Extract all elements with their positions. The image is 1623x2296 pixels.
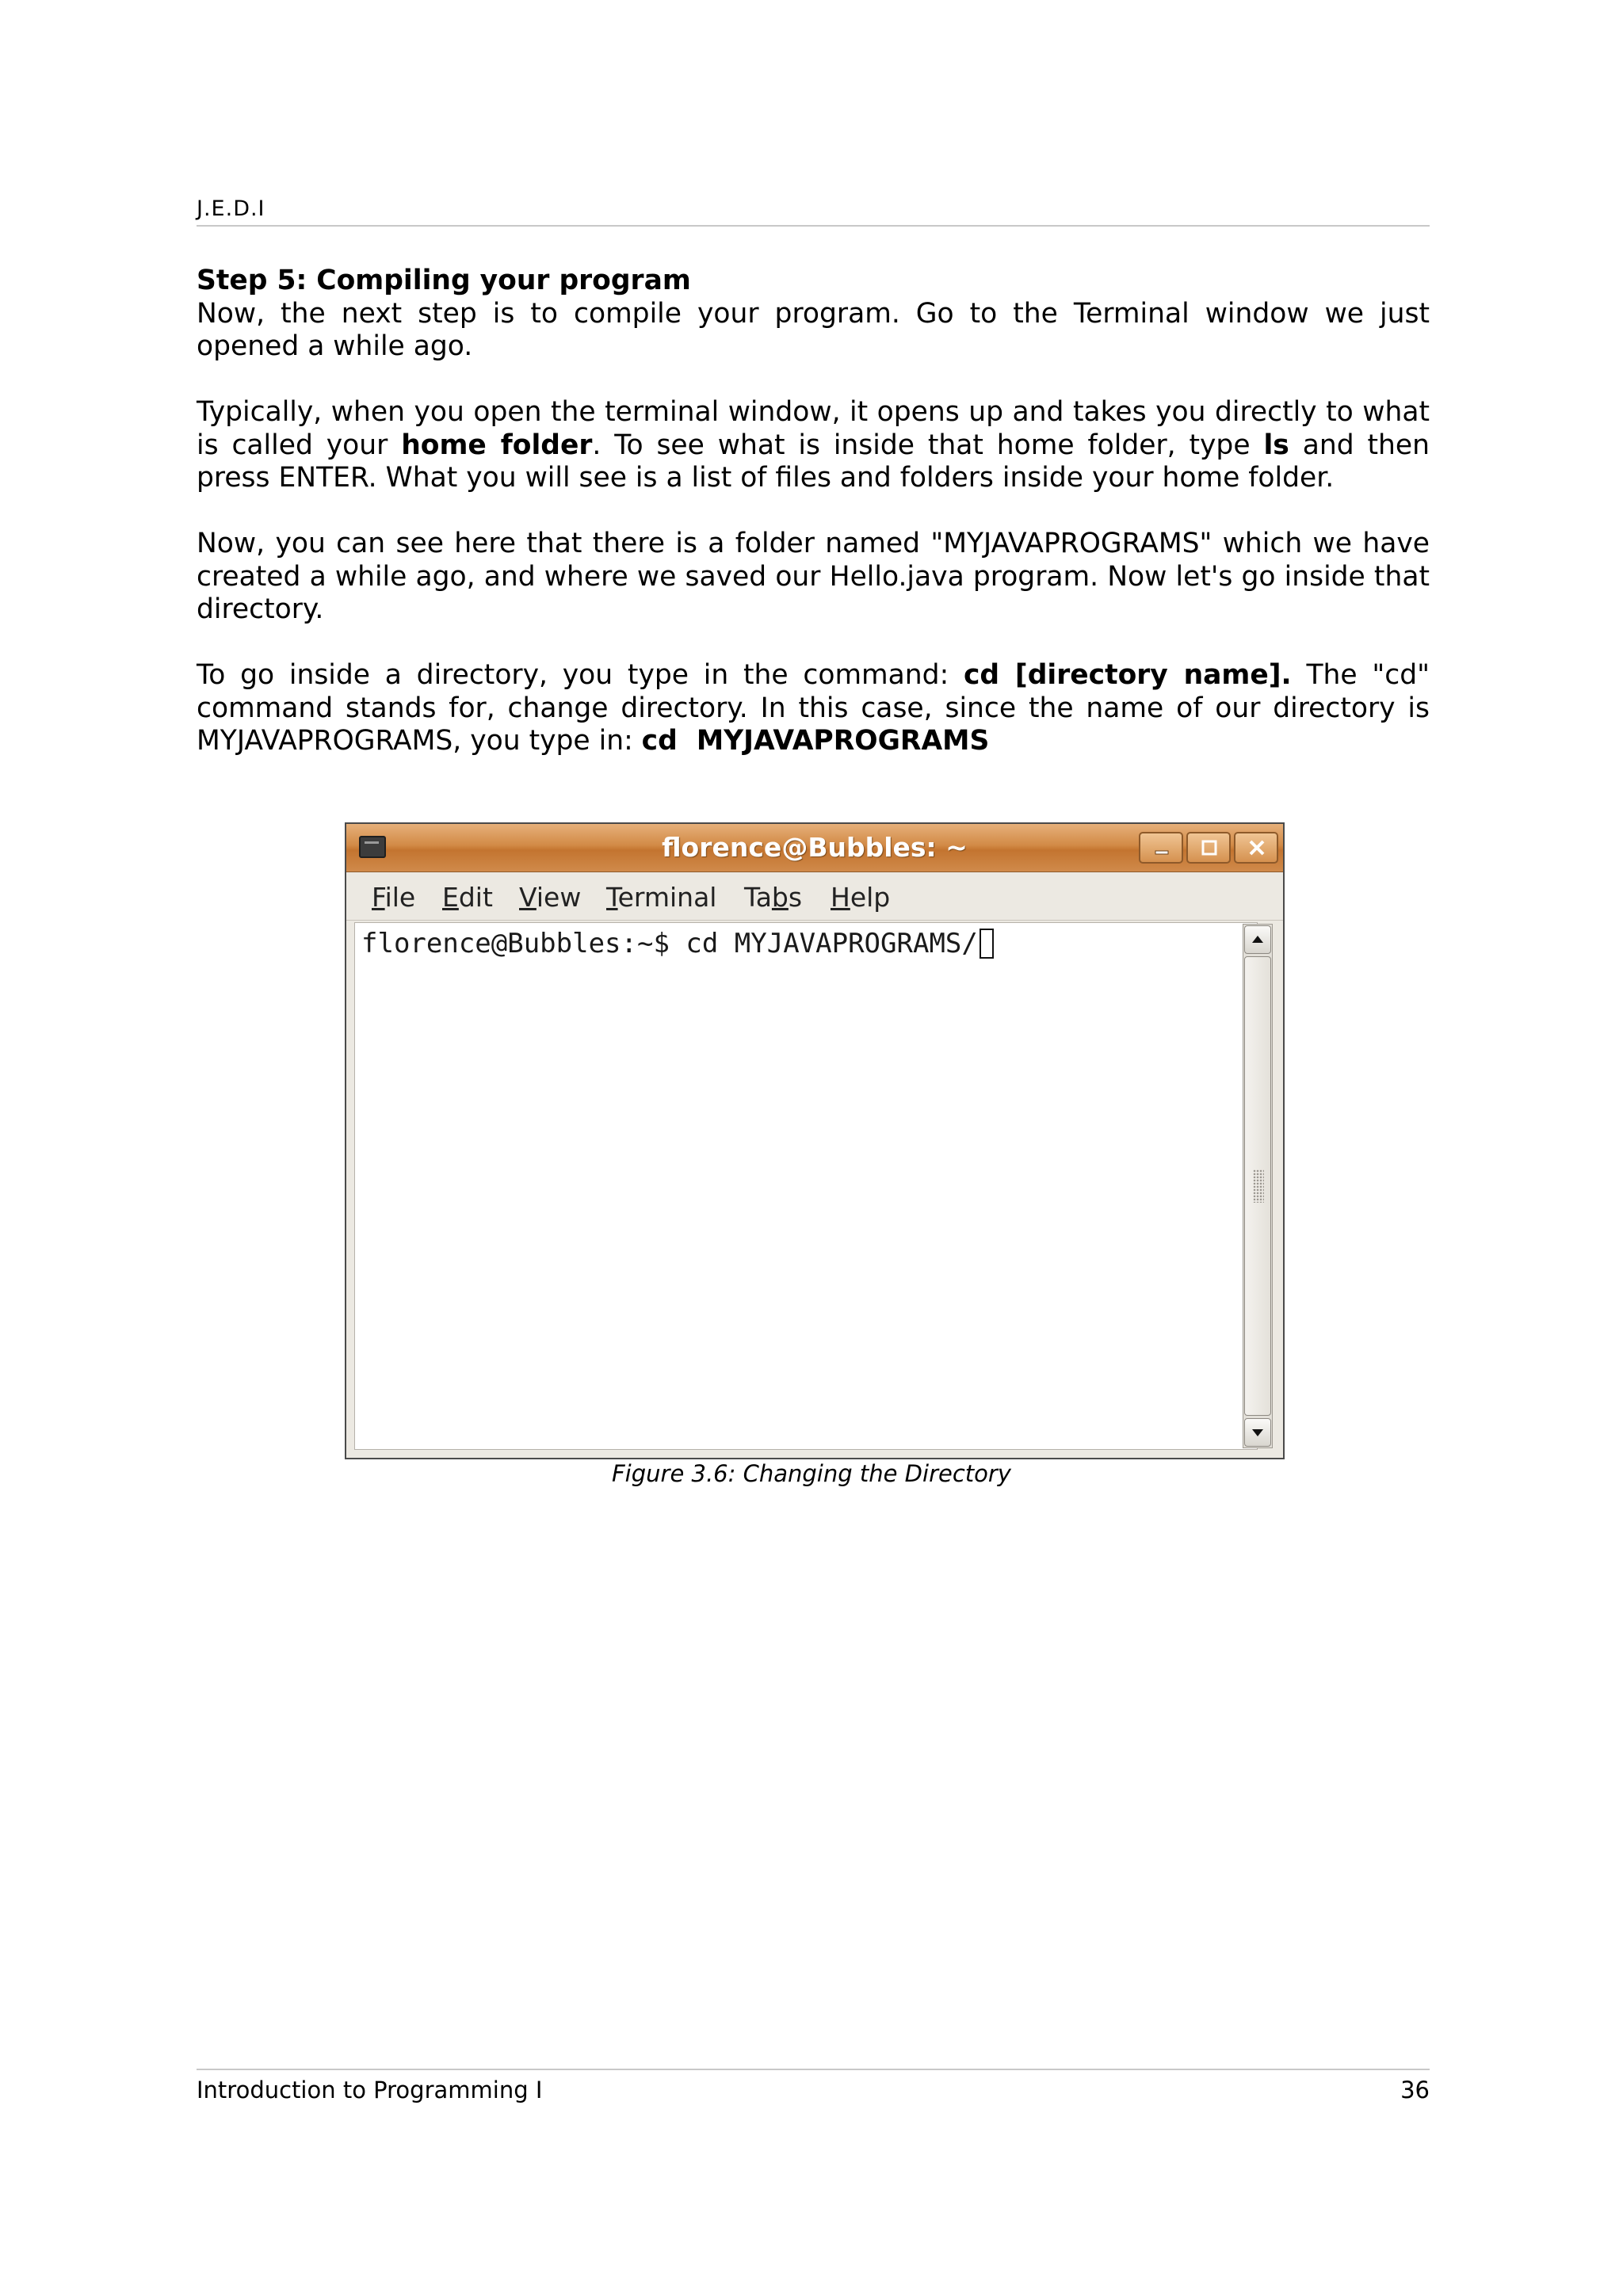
- home-folder-term: home folder: [401, 429, 593, 461]
- running-header: J.E.D.I: [197, 196, 265, 221]
- ls-command: ls: [1263, 429, 1289, 461]
- figure-caption: Figure 3.6: Changing the Directory: [612, 1460, 1011, 1487]
- scroll-down-arrow-icon: [1245, 1419, 1270, 1446]
- minimize-icon: [1151, 839, 1172, 858]
- menu-file[interactable]: File: [372, 882, 416, 913]
- paragraph-2: Typically, when you open the terminal window, it opens up and takes you directly to what is called your home folder. To see what is inside that home folder, type ls and then press ENTER. What you will see is a list of files and folders inside your home folder.: [197, 396, 1430, 494]
- footer-rule: [197, 2069, 1430, 2070]
- maximize-button[interactable]: [1186, 832, 1231, 864]
- cd-syntax: cd [directory name].: [963, 659, 1292, 691]
- menu-help[interactable]: Help: [831, 882, 891, 913]
- scroll-down-button[interactable]: [1244, 1418, 1271, 1447]
- menu-tabs[interactable]: Tabs: [744, 882, 803, 913]
- vertical-scrollbar[interactable]: [1243, 924, 1273, 1448]
- body-text: [197, 265, 1430, 758]
- close-button[interactable]: [1234, 832, 1278, 864]
- paragraph-4: To go inside a directory, you type in the command: cd [directory name]. The "cd" command stands for, change directory. In this case, since the name of our directory is MYJAVAPROGRAMS, you type in: cd MYJAVAPROGRAMS: [197, 659, 1430, 757]
- menu-edit[interactable]: Edit: [442, 882, 493, 913]
- scrollbar-thumb[interactable]: [1244, 956, 1271, 1416]
- page-number: 36: [1400, 2077, 1430, 2103]
- close-icon: [1247, 839, 1267, 858]
- scroll-up-button[interactable]: [1244, 925, 1271, 954]
- paragraph-3: Now, you can see here that there is a folder named "MYJAVAPROGRAMS" which we have created a while ago, and where we saved our Hello.java program. Now let's go inside that directory.: [197, 528, 1430, 625]
- minimize-button[interactable]: [1139, 832, 1183, 864]
- terminal-screen[interactable]: [354, 922, 1258, 1450]
- header-rule: [197, 225, 1430, 227]
- maximize-icon: [1199, 839, 1220, 858]
- section-heading: Step 5: Compiling your program: [197, 265, 691, 296]
- paragraph-1: Now, the next step is to compile your program. Go to the Terminal window we just opened a while ago.: [197, 297, 1430, 362]
- prompt-line: florence@Bubbles:~$ cd MYJAVAPROGRAMS/: [361, 928, 994, 959]
- cd-example: cd MYJAVAPROGRAMS: [641, 725, 990, 757]
- title-bar[interactable]: [346, 824, 1283, 872]
- menu-bar: [346, 872, 1283, 921]
- grip-icon: [1253, 1169, 1264, 1203]
- terminal-window: [345, 822, 1285, 1459]
- scroll-up-arrow-icon: [1245, 926, 1270, 953]
- text-cursor: [980, 929, 994, 959]
- menu-terminal[interactable]: Terminal: [606, 882, 717, 913]
- window-title: florence@Bubbles: ~: [662, 832, 968, 863]
- footer-title: Introduction to Programming I: [197, 2077, 543, 2103]
- menu-view[interactable]: View: [519, 882, 582, 913]
